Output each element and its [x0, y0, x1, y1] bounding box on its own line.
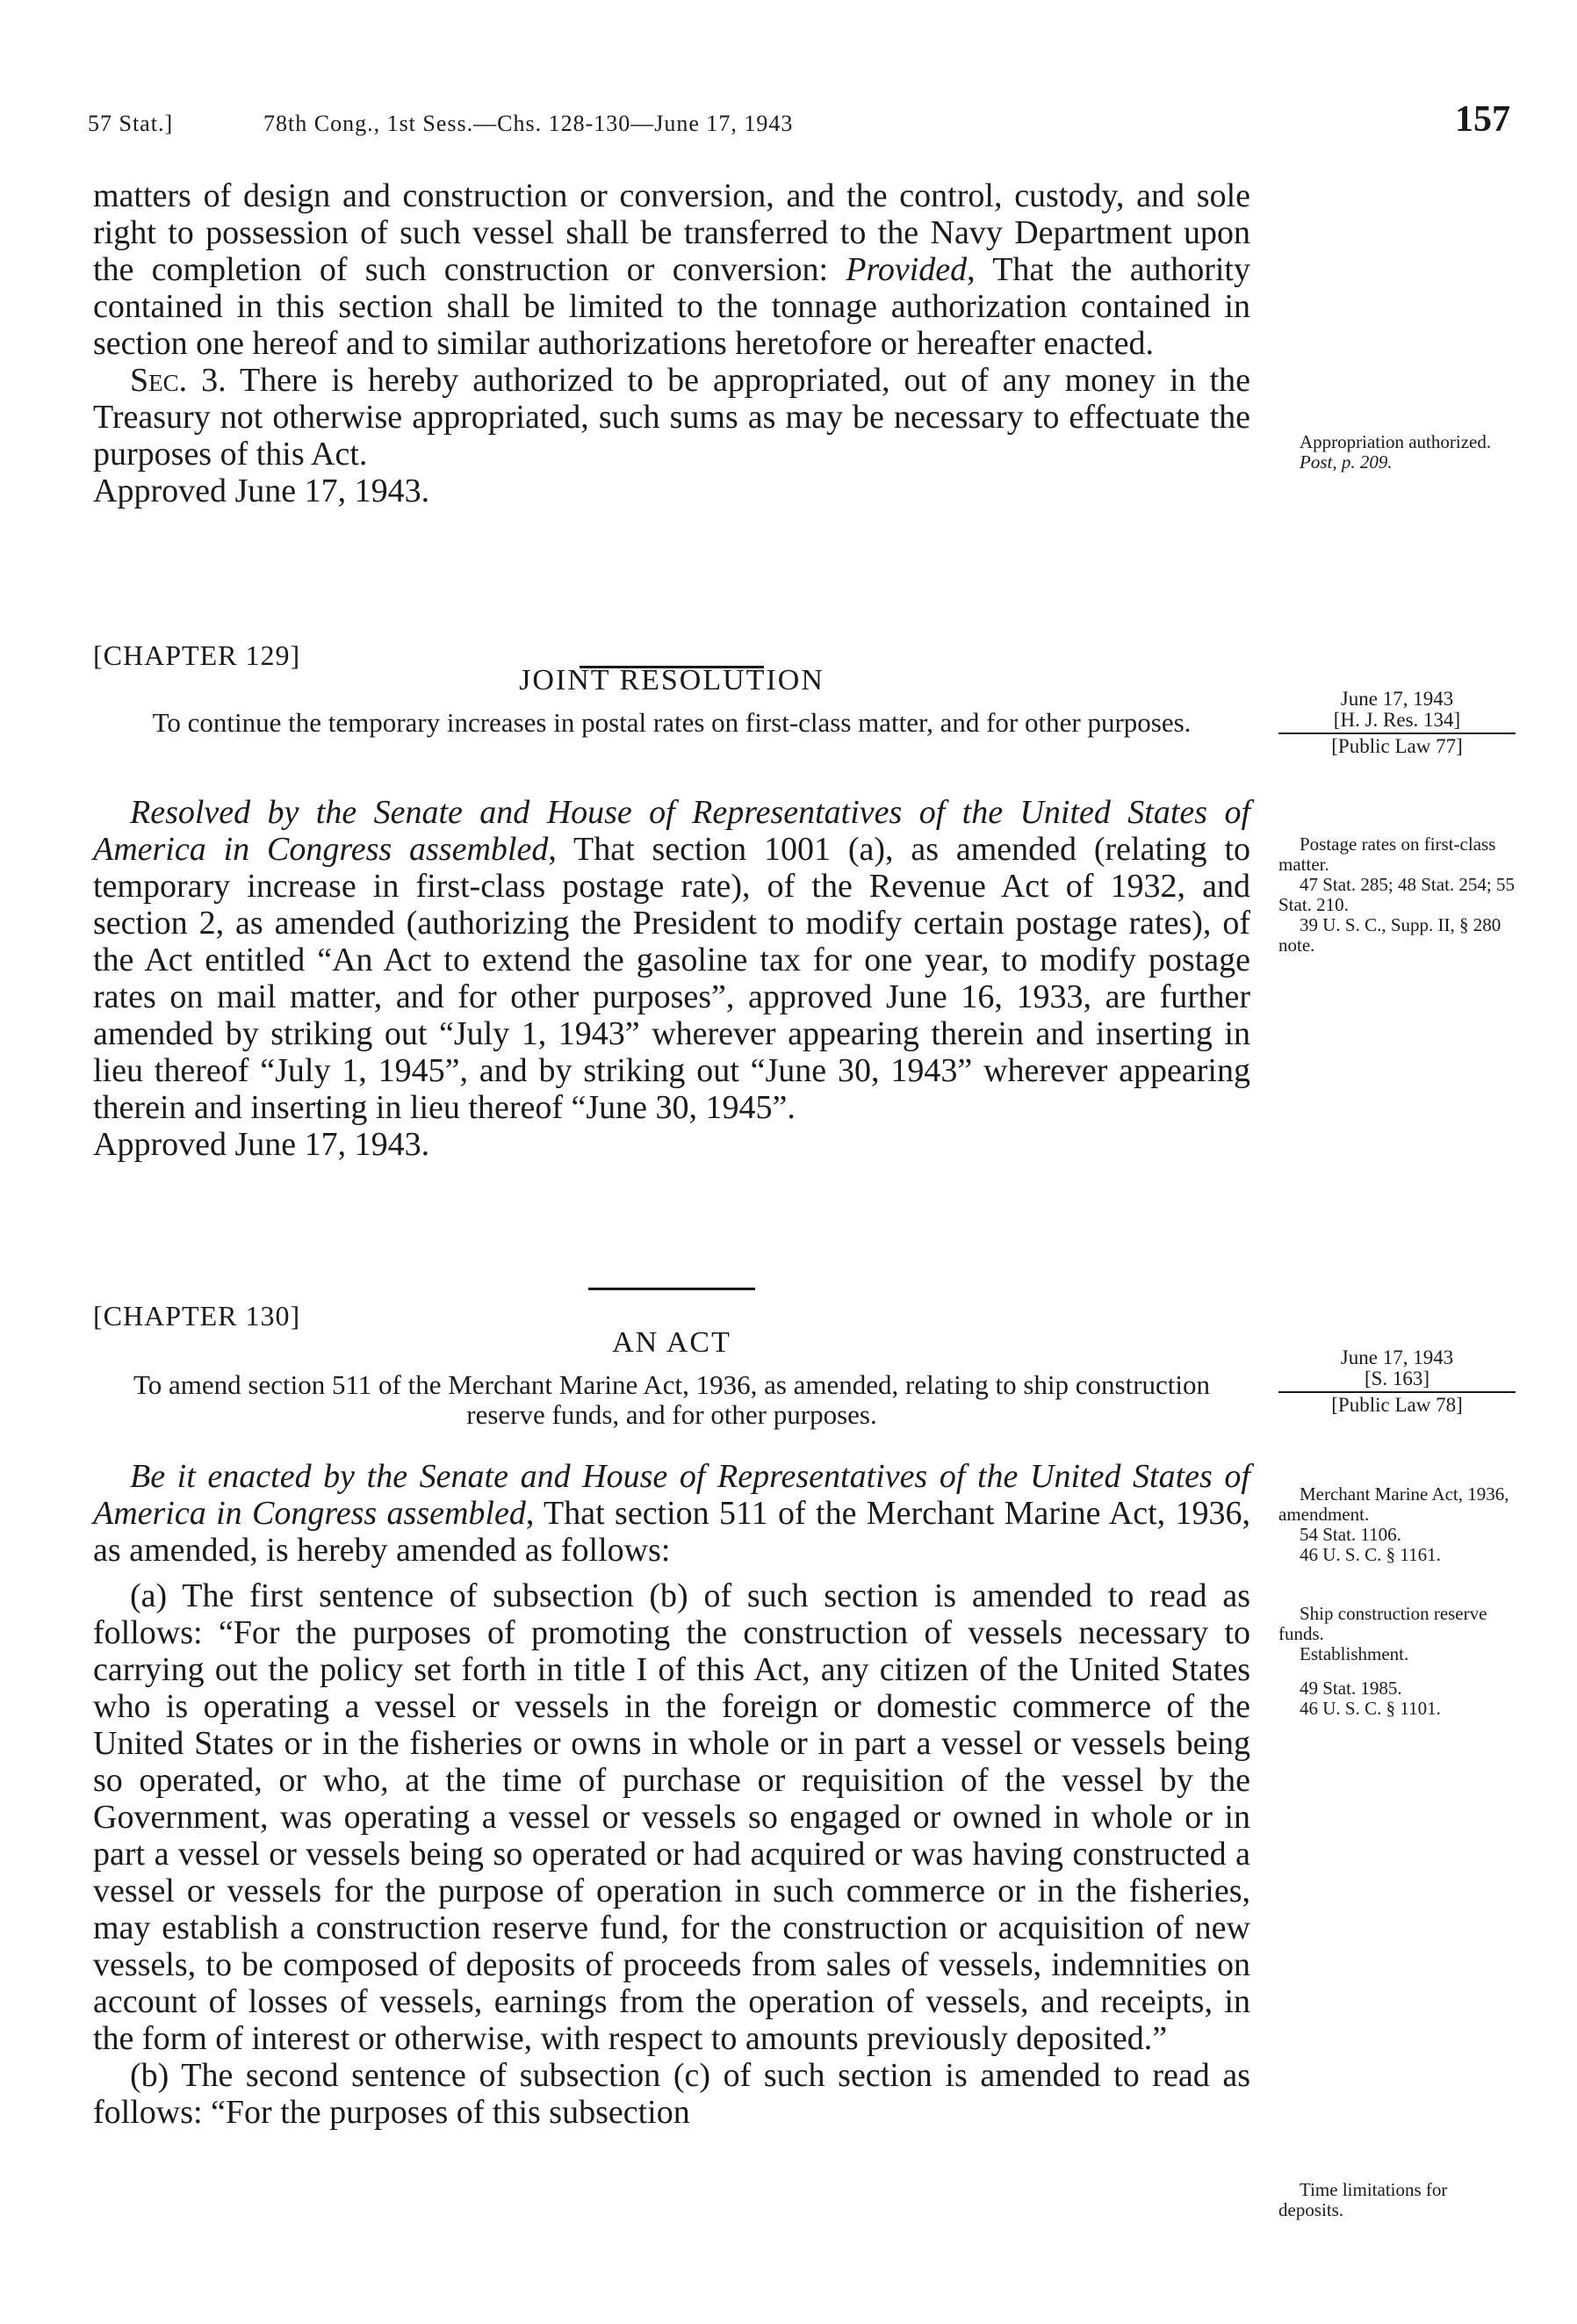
margin-note-time-limitations: Time limitations for deposits.	[1278, 2179, 1448, 2220]
separator-rule-2	[588, 1288, 755, 1290]
chapter-130-text	[93, 1458, 1250, 2131]
running-header	[88, 98, 1510, 144]
chapter-129-label: [CHAPTER 129]	[93, 639, 301, 671]
chapter-130-enacting: Be it enacted by the Senate and House of Representatives of the United States of America in Congress assembled, That section 511 of the Merchant Marine Act, 1936, as amended, is hereby amended as follows:	[93, 1458, 1250, 1569]
chapter-129-body: Resolved by the Senate and House of Representatives of the United States of America in Congress assembled, That section 1001 (a), as amended (relating to temporary increase in first-class postage rate), of the Revenue Act of 1932, and section 2, as amended (authorizing the President to modify certain postage rates), of the Act entitled “An Act to extend the gasoline tax for one year, to modify postage rates on mail matter, and for other purposes”, approved June 16, 1933, are further amended by striking out “July 1, 1943” wherever appearing therein and inserting in lieu thereof “July 1, 1945”, and by striking out “June 30, 1943” wherever appearing therein and inserting in lieu thereof “June 30, 1945”.	[93, 794, 1250, 1126]
chapter-129-bill: [H. J. Res. 134]	[1333, 709, 1461, 731]
chapter-130-doc-type: AN ACT	[612, 1326, 731, 1359]
approval-line-2: Approved June 17, 1943.	[93, 1126, 430, 1163]
section-continued: matters of design and construction or conversion, and the control, custody, and sole right to possession of such vessel shall be transferred to the Navy Department upon the completion of such construction or conversion: Provided, That the authority contained in this section shall be limited to the tonnage authorization contained in section one hereof and to similar authorizations heretofore or hereafter enacted.	[93, 177, 1250, 362]
chapter-130-purpose: To amend section 511 of the Merchant Marine Act, 1936, as amended, relating to ship construction reserve funds, and for other purposes.	[133, 1369, 1211, 1430]
volume-citation: 57 Stat.]	[88, 111, 174, 136]
margin-note-appropriation: Appropriation authorized. Post, p. 209.	[1300, 431, 1492, 473]
page-number: 157	[1455, 99, 1510, 140]
chapter-130-bill: [S. 163]	[1364, 1368, 1430, 1389]
chapter-129-text	[93, 794, 1250, 1163]
chapter-130-para-a: (a) The first sentence of subsection (b) of such section is amended to read as follows: “For the purposes of promoting the construction of vessels necessary to carrying out the policy set forth in title I of this Act, any citizen of the United States who is operating a vessel or vessels in the foreign or domestic commerce of the United States or in the fisheries or owns in whole or in part a vessel or vessels being so operated, or who, at the time of purchase or requisition of the vessel by the Government, was operating a vessel or vessels so engaged or owned in whole or in part a vessel or vessels being so operated or had acquired or was having constructed a vessel or vessels for the purpose of operation in such commerce or in the fisheries, may establish a construction reserve fund, for the construction or acquisition of new vessels, to be composed of deposits of proceeds from sales of vessels, indemnities on account of losses of vessels, earnings from the operation of vessels, and receipts, in the form of interest or otherwise, with respect to amounts previously deposited.”	[93, 1577, 1250, 2057]
chapter-129-doc-type: JOINT RESOLUTION	[519, 664, 825, 696]
chapter-130-date: June 17, 1943	[1340, 1346, 1454, 1368]
chapter-129-date: June 17, 1943	[1340, 688, 1454, 710]
margin-note-postage: Postage rates on first-class matter. 47 Stat. 285; 48 Stat. 254; 55 Stat. 210. 39 U. S. C., Supp. II, § 280 note.	[1278, 834, 1516, 956]
chapter-129-date-block	[1278, 689, 1516, 757]
margin-note-merchant-marine: Merchant Marine Act, 1936, amendment. 54 Stat. 1106. 46 U. S. C. § 1161.	[1278, 1483, 1509, 1565]
approval-line-1: Approved June 17, 1943.	[93, 473, 430, 509]
margin-note-ship-construction: Ship construction reserve funds. Establishment. 49 Stat. 1985. 46 U. S. C. § 1101.	[1278, 1603, 1487, 1719]
chapter-130-public-law: [Public Law 78]	[1278, 1391, 1516, 1416]
section-3: Sec. 3. There is hereby authorized to be appropriated, out of any money in the Treasury not otherwise appropriated, such sums as may be necessary to effectuate the purposes of this Act.	[93, 362, 1250, 473]
session-line: 78th Cong., 1st Sess.—Chs. 128-130—June 17, 1943	[263, 111, 794, 136]
chapter-130-date-block	[1278, 1347, 1516, 1416]
main-text-top	[93, 177, 1250, 509]
chapter-129-public-law: [Public Law 77]	[1278, 733, 1516, 757]
chapter-130-para-b: (b) The second sentence of subsection (c) of such section is amended to read as follows: “For the purposes of this subsection	[93, 2057, 1250, 2131]
chapter-129-purpose: To continue the temporary increases in postal rates on first-class matter, and for other purposes.	[152, 707, 1192, 738]
chapter-130-label: [CHAPTER 130]	[93, 1300, 301, 1332]
